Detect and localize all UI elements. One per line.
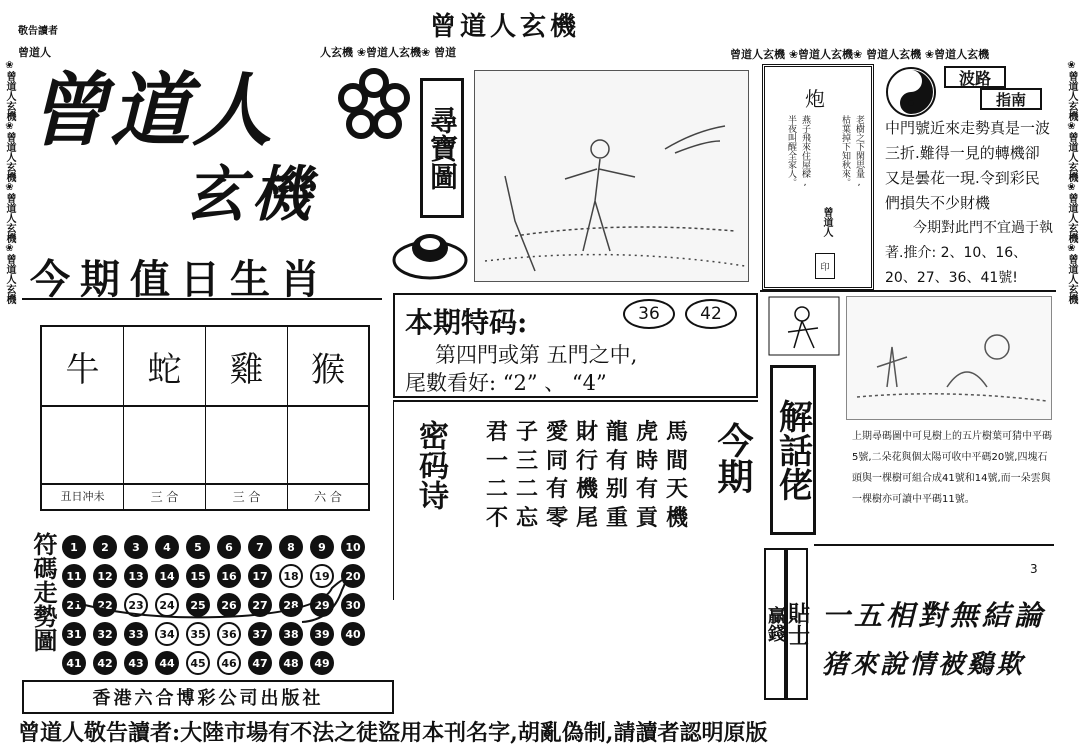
explain-bottom-divider (814, 544, 1054, 546)
explain-divider (760, 290, 1056, 292)
number-ball: 35 (186, 622, 210, 646)
wave-guide-text: 中門號近來走勢真是一波三折.難得一見的轉機卻又是曇花一現.令到彩民們損失不少財機 (885, 119, 1051, 212)
number-ball: 11 (62, 564, 86, 588)
explain-picture (846, 296, 1052, 420)
poem-label: 炮 (805, 87, 825, 111)
number-ball: 38 (279, 622, 303, 646)
number-ball: 25 (186, 593, 210, 617)
poem-box (762, 64, 874, 290)
flower-logo-icon (335, 66, 413, 144)
winner-line2: 猪來說情被鷄欺 (822, 650, 1026, 680)
poem-line-4: 半夜叫醒全家人。 (786, 115, 796, 187)
winner-label2: 貼士 (786, 548, 808, 700)
number-ball: 24 (155, 593, 179, 617)
zodiac-divider (22, 298, 382, 300)
explain-label: 解話佬 (770, 365, 816, 535)
poem-line-2: 枯葉掉下知秋來。 (840, 115, 850, 187)
trend-chart-label: 符碼走勢圖 (29, 532, 57, 652)
wave-guide-text2: 今期對此門不宜過于執著.推介: 2、10、16、20、27、36、41號! (885, 220, 1053, 286)
treasure-map-sketch (475, 71, 748, 281)
number-ball: 31 (62, 622, 86, 646)
number-ball: 47 (248, 651, 272, 675)
zodiac-table (40, 325, 370, 511)
header-title: 曾道人玄機 (430, 12, 581, 42)
publisher-box: 香港六合博彩公司出版社 (22, 680, 394, 714)
top-strip-mid: 人玄機 ❀曾道人玄機❀ 曾道 (320, 46, 457, 59)
number-ball: 41 (62, 651, 86, 675)
explain-sketch (847, 297, 1051, 419)
number-ball: 34 (155, 622, 179, 646)
treasure-map-label: 尋寶圖 (420, 78, 464, 218)
number-ball: 39 (310, 622, 334, 646)
number-ball: 27 (248, 593, 272, 617)
treasure-map-picture (474, 70, 749, 282)
number-ball: 5 (186, 535, 210, 559)
number-ball: 3 (124, 535, 148, 559)
right-side-strip: ❀曾道人玄機❀曾道人玄機❀曾道人玄機❀曾道人玄機 (1066, 60, 1077, 304)
number-ball: 10 (341, 535, 365, 559)
number-ball: 44 (155, 651, 179, 675)
poem-line-1: 老樹之下閑思量, (854, 115, 864, 188)
poem-column-6: 虎時有貢 (636, 419, 659, 531)
zodiac-footer-3: 三 合 (206, 483, 288, 509)
secret-poem-label: 密码诗 (413, 420, 448, 510)
bottom-notice: 曾道人敬告讀者:大陸市場有不法之徒盜用本刊名字,胡亂偽制,請讀者認明原版 (18, 720, 768, 746)
secret-poem-box (393, 400, 758, 600)
left-side-strip: ❀曾道人玄機❀曾道人玄機❀曾道人玄機❀曾道人玄機 (4, 60, 15, 304)
poem-column-4: 財行機尾 (576, 419, 599, 531)
number-ball: 8 (279, 535, 303, 559)
number-ball: 2 (93, 535, 117, 559)
number-ball: 45 (186, 651, 210, 675)
number-ball: 37 (248, 622, 272, 646)
zodiac-title: 今期值日生肖 (30, 256, 330, 303)
poem-author: 曾道人 (821, 207, 832, 237)
poem-column-7: 馬間天機 (666, 419, 689, 531)
wave-guide-title2: 指南 (980, 88, 1042, 110)
sage-figure-icon (768, 296, 840, 356)
gold-ingot-icon (390, 222, 470, 284)
number-ball: 49 (310, 651, 334, 675)
zodiac-footer-1: 丑日冲未 (42, 483, 124, 509)
logo-line2: 玄機 (185, 160, 317, 230)
winner-label1: 贏錢 (764, 548, 786, 700)
number-ball: 16 (217, 564, 241, 588)
top-left-note: 敬告讀者 (18, 26, 58, 37)
number-ball: 48 (279, 651, 303, 675)
page-number: 3 (1030, 562, 1038, 576)
number-ball: 28 (279, 593, 303, 617)
number-ball: 33 (124, 622, 148, 646)
number-ball: 32 (93, 622, 117, 646)
number-ball: 42 (93, 651, 117, 675)
winner-line1: 一五相對無結論 (822, 599, 1047, 632)
poem-column-1: 君一二不 (486, 419, 509, 531)
number-ball: 14 (155, 564, 179, 588)
poem-side-label: 今期 (712, 422, 754, 494)
zodiac-ox: 牛 (42, 327, 124, 405)
poem-column-3: 愛同有零 (546, 419, 569, 531)
number-ball: 15 (186, 564, 210, 588)
number-ball: 29 (310, 593, 334, 617)
trend-line (62, 560, 372, 640)
number-ball: 22 (93, 593, 117, 617)
number-ball: 4 (155, 535, 179, 559)
special-number-2: 42 (685, 299, 737, 329)
yin-yang-icon (885, 66, 937, 118)
zodiac-rooster: 雞 (206, 327, 288, 405)
number-ball: 36 (217, 622, 241, 646)
zodiac-monkey: 猴 (311, 349, 345, 390)
poem-column-5: 龍有别重 (606, 419, 629, 531)
number-ball: 43 (124, 651, 148, 675)
number-ball: 6 (217, 535, 241, 559)
special-code-line2: 尾數看好: “2” 、 “4” (405, 371, 607, 395)
zodiac-footer-2: 三 合 (124, 483, 206, 509)
number-ball: 9 (310, 535, 334, 559)
special-number-1: 36 (623, 299, 675, 329)
number-ball: 13 (124, 564, 148, 588)
logo-line1: 曾道人 (28, 63, 274, 157)
number-ball: 19 (310, 564, 334, 588)
number-ball: 40 (341, 622, 365, 646)
top-strip-left: 曾道人 (18, 46, 51, 59)
top-strip-right: 曾道人玄機 ❀曾道人玄機❀ 曾道人玄機 ❀曾道人玄機 (730, 48, 990, 61)
poem-line-3: 燕子飛來住屋樑, (800, 115, 810, 188)
number-ball: 46 (217, 651, 241, 675)
number-ball: 17 (248, 564, 272, 588)
number-ball: 12 (93, 564, 117, 588)
number-ball: 1 (62, 535, 86, 559)
number-ball: 7 (248, 535, 272, 559)
number-ball: 20 (341, 564, 365, 588)
number-ball: 26 (217, 593, 241, 617)
number-ball: 30 (341, 593, 365, 617)
poem-column-2: 子三二忘 (516, 419, 539, 531)
special-code-line1: 第四門或第 五門之中, (435, 343, 638, 367)
number-ball: 21 (62, 593, 86, 617)
zodiac-snake: 蛇 (124, 327, 206, 405)
number-ball: 23 (124, 593, 148, 617)
special-code-box (393, 293, 758, 398)
zodiac-footer-4: 六 合 (314, 489, 342, 504)
poem-seal: 印 (815, 253, 835, 279)
special-code-title: 本期特码: (405, 306, 528, 339)
number-ball: 18 (279, 564, 303, 588)
explain-text: 上期尋碼圖中可見樹上的五片樹葉可猜中平碼5號,二朵花與個太陽可收中平碼20號,四塊石頭與一棵樹可組合成41號和14號,而一朵雲與一棵樹亦可讀中平碼11號。 (852, 431, 1052, 505)
wave-guide-title1: 波路 (944, 66, 1006, 88)
